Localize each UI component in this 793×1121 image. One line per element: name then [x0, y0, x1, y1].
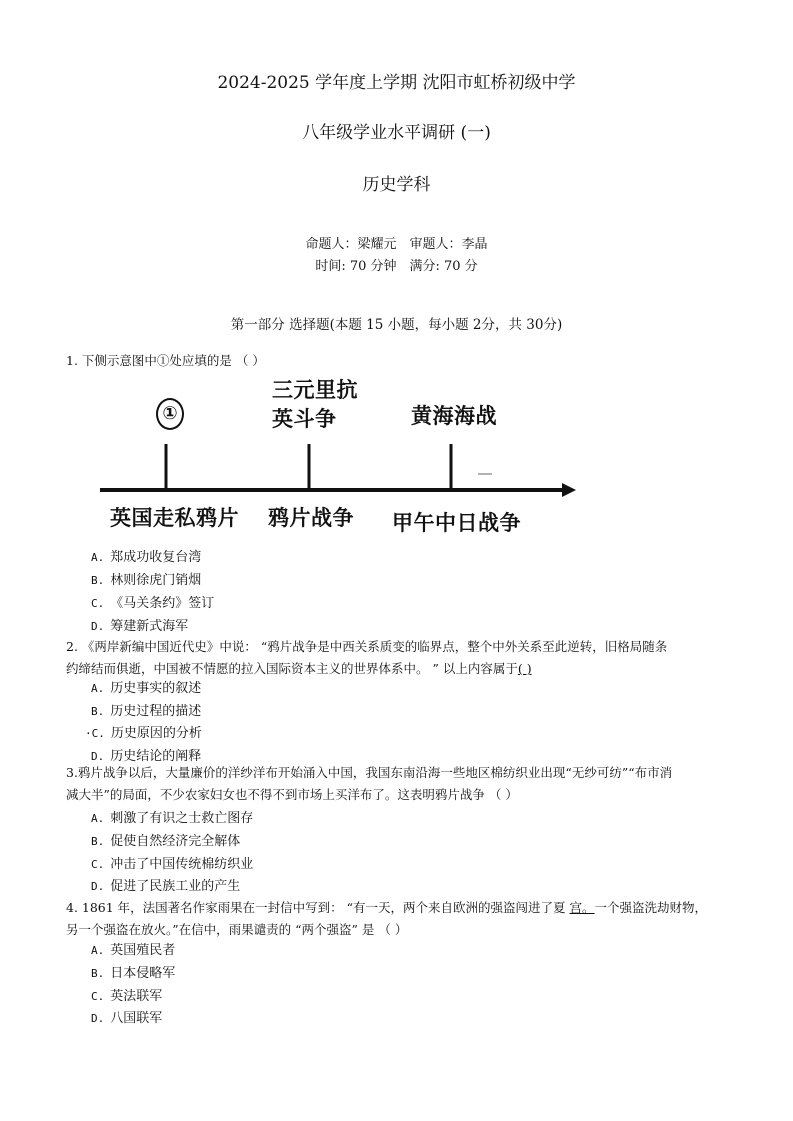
question-1-stem: 1. 下侧示意图中①处应填的是 （ ）: [66, 353, 265, 368]
q1-option-c[interactable]: C. 《马关条约》签订: [91, 596, 215, 611]
q3-option-d[interactable]: D. 促进了民族工业的产生: [91, 879, 241, 894]
q3-option-a[interactable]: A. 刺激了有识之士救亡图存: [91, 811, 254, 826]
question-3-line-1: 3.鸦片战争以后，大量廉价的洋纱洋布开始涌入中国，我国东南沿海一些地区棉纺织业出现“无纱可纺”“布市消: [66, 765, 673, 780]
answer-blank: ( ): [517, 661, 532, 676]
section-heading: 第一部分 选择题(本题 15 小题，每小题 2分，共 30分): [230, 317, 563, 333]
question-4-line-1: 4. 1861 年，法国著名作家雨果在一封信中写到： “有一天，两个来自欧洲的强盗闯进了夏 宫。一个强盗洗劫财物，: [66, 900, 708, 915]
q2-option-c[interactable]: ·C. 历史原因的分析: [85, 726, 202, 741]
q4-option-b[interactable]: B. 日本侵略军: [91, 966, 176, 981]
question-2-stem: [66, 636, 736, 680]
question-4-stem: [66, 897, 736, 941]
question-4-line-2: 另一个强盗在放火。”在信中，雨果谴责的 “两个强盗” 是 （ ）: [66, 922, 408, 937]
timeline-top-label-2b: 英斗争: [272, 407, 337, 431]
q4-option-a[interactable]: A. 英国殖民者: [91, 943, 176, 958]
q2-option-a[interactable]: A. 历史事实的叙述: [91, 681, 202, 696]
question-3-line-2: 减大半”的局面，不少农家妇女也不得不到市场上买洋布了。这表明鸦片战争 （ ）: [66, 787, 518, 802]
q1-option-a[interactable]: A. 郑成功收复台湾: [91, 550, 202, 565]
timeline-arrowhead: [562, 483, 576, 497]
q4-option-d[interactable]: D. 八国联军: [91, 1011, 163, 1026]
q1-option-d[interactable]: D. 筹建新式海军: [91, 619, 189, 634]
timeline-marker-circle: ①: [156, 398, 184, 430]
time-score-line: 时间: 70 分钟 满分: 70 分: [315, 259, 478, 274]
timeline-top-label-3: 黄海海战: [411, 404, 497, 428]
timeline-diagram: [100, 370, 590, 540]
question-3-stem: [66, 762, 736, 806]
timeline-top-label-2a: 三元里抗: [272, 378, 358, 402]
timeline-bottom-label-1: 英国走私鸦片: [110, 506, 239, 530]
q4-option-c[interactable]: C. 英法联军: [91, 989, 163, 1004]
q3-option-b[interactable]: B. 促使自然经济完全解体: [91, 834, 241, 849]
authors-line: 命题人：梁耀元 审题人：李晶: [305, 237, 488, 252]
question-2-line-2: 约缔结而俱逝，中国被不情愿的拉入国际资本主义的世界体系中。 ” 以上内容属于( ): [66, 661, 532, 676]
q3-option-c[interactable]: C. 冲击了中国传统棉纺织业: [91, 857, 254, 872]
question-2-line-1: 2. 《两岸新编中国近代史》中说： “鸦片战争是中西关系质变的临界点，整个中外关系至此逆转，旧格局随条: [66, 639, 668, 654]
q2-option-d[interactable]: D. 历史结论的阐释: [91, 749, 202, 764]
exam-title: 2024-2025 学年度上学期 沈阳市虹桥初级中学: [217, 73, 576, 93]
timeline-bottom-label-3: 甲午中日战争: [392, 511, 521, 535]
q2-option-b[interactable]: B. 历史过程的描述: [91, 704, 202, 719]
q1-option-b[interactable]: B. 林则徐虎门销烟: [91, 573, 202, 588]
timeline-bottom-label-2: 鸦片战争: [268, 506, 354, 530]
subject-title: 历史学科: [362, 175, 431, 195]
exam-subtitle: 八年级学业水平调研 (一): [302, 123, 491, 143]
